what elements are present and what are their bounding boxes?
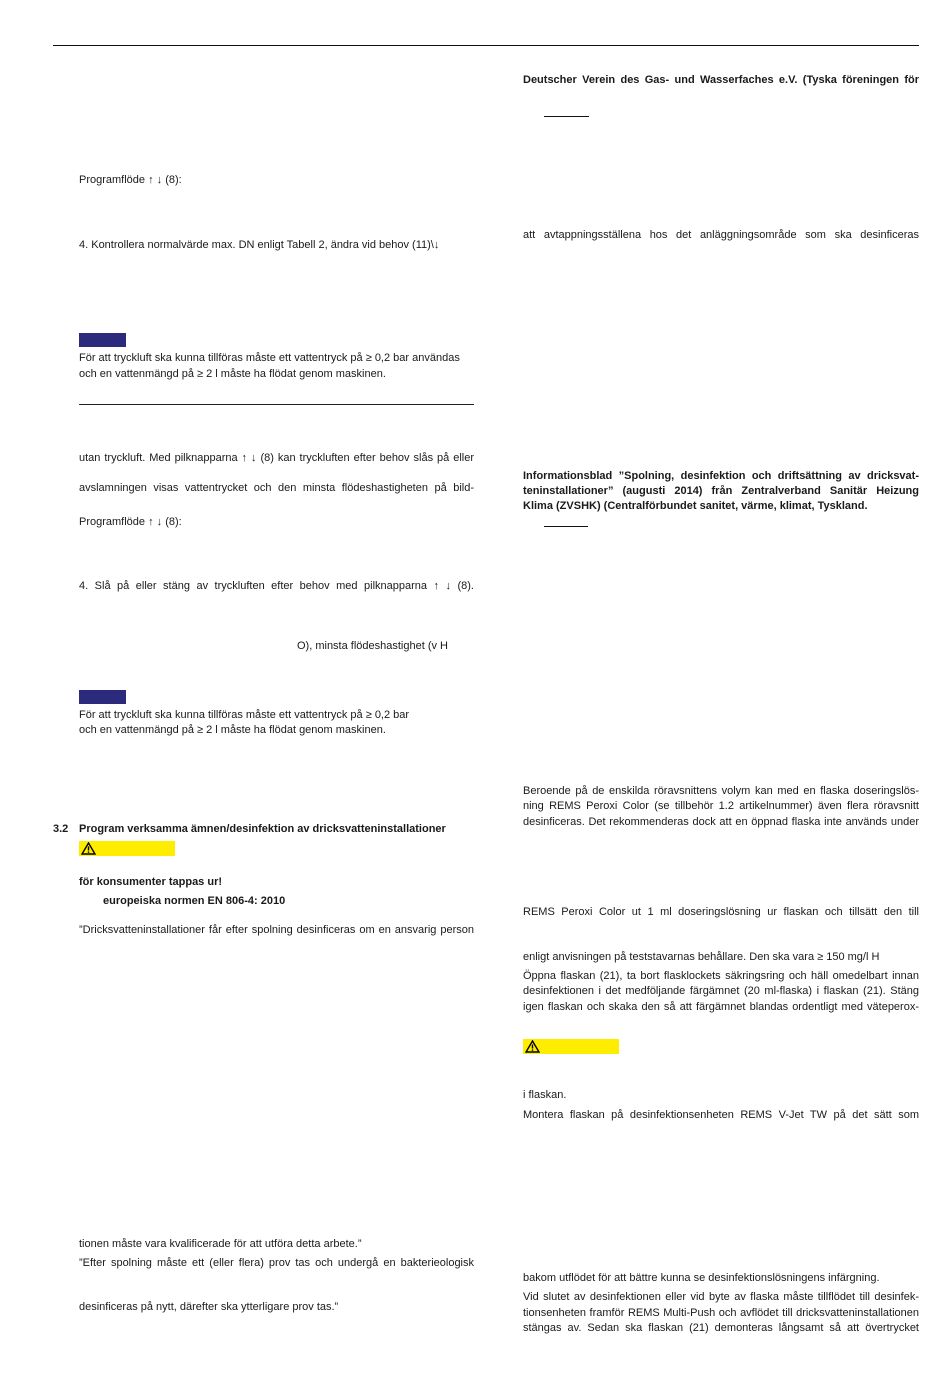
flow-rate-fragment: O), minsta flödeshastighet (v H [297,640,449,652]
underline-1 [544,116,589,117]
text-deslamming: avslamningen visas vattentrycket och den minsta flödeshastigheten på bild- [79,482,474,494]
end-disinfect-line-2: tionsenheten framför REMS Multi-Push och avflödet till dricksvatteninstallationen [523,1307,919,1319]
zvshk-line-3: Klima (ZVSHK) (Centralförbundet sanitet, värme, klimat, Tyskland. [523,500,868,512]
section-number: 3.2 [53,823,69,835]
mount-bottle-text: Montera flaskan på desinfektionsenheten REMS V-Jet TW på det sätt som [523,1109,919,1121]
warning-banner-2 [523,1039,619,1054]
quote-disinfect-1: ”Dricksvatteninstallationer får efter spolning desinficeras om en ansvarig person [79,924,474,936]
peroxi-dose-text: REMS Peroxi Color ut 1 ml doseringslösning ur flaskan och tillsätt den till [523,906,919,918]
dvgw-text: Deutscher Verein des Gas- und Wasserfaches e.V. (Tyska föreningen för [523,74,919,86]
en-norm-text: europeiska normen EN 806-4: 2010 [103,895,286,907]
warning-banner [79,841,175,856]
volume-line-2: ning REMS Peroxi Color (se tillbehör 1.2 artikelnummer) även flera röravsnitt [523,800,919,812]
quote-qualified: tionen måste vara kvalificerade för att utföra detta arbete.” [79,1238,362,1250]
note-1-line-1: För att tryckluft ska kunna tillföras måste ett vattentryck på ≥ 0,2 bar användas [79,352,460,364]
warning-triangle-icon [81,842,96,855]
section-divider [79,404,474,405]
underline-2 [544,526,588,527]
warning-triangle-icon [525,1040,540,1053]
program-flow-line-2: Programflöde ↑ ↓ (8): [79,516,182,528]
test-strip-text: enligt anvisningen på teststavarnas behållare. Den ska vara ≥ 150 mg/l H [523,951,880,963]
open-bottle-line-2: desinfektionen i det medföljande färgämnet (20 ml-flaska) i flaskan (21). Stäng [523,985,919,997]
volume-line-3: desinficeras. Det rekommenderas dock att en öppnad flaska inte används under [523,816,919,828]
open-bottle-line-1: Öppna flaskan (21), ta bort flasklockets säkringsring och häll omedelbart innan [523,970,919,982]
quote-redisinfect: desinficeras på nytt, därefter ska ytterligare prov tas.” [79,1301,339,1313]
note-label-box-2 [79,690,126,704]
section-title: Program verksamma ämnen/desinfektion av dricksvatteninstallationer [79,823,446,835]
outflow-text: bakom utflödet för att bättre kunna se desinfektionslösningens infärgning. [523,1272,880,1284]
open-bottle-line-3: igen flaskan och skaka den så att färgämnet blandas ordentligt med väteperox- [523,1001,919,1013]
note-label-box [79,333,126,347]
volume-line-1: Beroende på de enskilda röravsnittens volym kan med en flaska doseringslös- [523,785,919,797]
program-flow-line: Programflöde ↑ ↓ (8): [79,174,182,186]
consumer-drain-text: för konsumenter tappas ur! [79,876,223,888]
end-disinfect-line-3: stängas av. Sedan ska flaskan (21) demonteras långsamt så att övertrycket [523,1322,919,1334]
header-rule [53,45,919,46]
text-compressed-air: utan tryckluft. Med pilknapparna ↑ ↓ (8) kan tryckluften efter behov slås på eller [79,452,474,464]
note-2-line-2: och en vattenmängd på ≥ 2 l måste ha flödat genom maskinen. [79,724,386,736]
note-2-line-1: För att tryckluft ska kunna tillföras måste ett vattentryck på ≥ 0,2 bar [79,709,410,721]
end-disinfect-line-1: Vid slutet av desinfektionen eller vid byte av flaska måste tillflödet till desinfek- [523,1291,919,1303]
note-1-line-2: och en vattenmängd på ≥ 2 l måste ha flödat genom maskinen. [79,368,386,380]
zvshk-line-1: Informationsblad ”Spolning, desinfektion och driftsättning av dricksvat- [523,470,919,482]
step-4-toggle-air: 4. Slå på eller stäng av tryckluften efter behov med pilknapparna ↑ ↓ (8). [79,580,474,592]
step-4-check-dn: 4. Kontrollera normalvärde max. DN enligt Tabell 2, ändra vid behov (11)\↓ [79,239,440,251]
tap-points-text: att avtappningsställena hos det anläggningsområde som ska desinficeras [523,229,919,241]
in-bottle-text: i flaskan. [523,1089,567,1101]
zvshk-line-2: teninstallationer” (augusti 2014) från Zentralverband Sanitär Heizung [523,485,919,497]
quote-sample: ”Efter spolning måste ett (eller flera) prov tas och undergå en bakterieologisk [79,1257,474,1269]
